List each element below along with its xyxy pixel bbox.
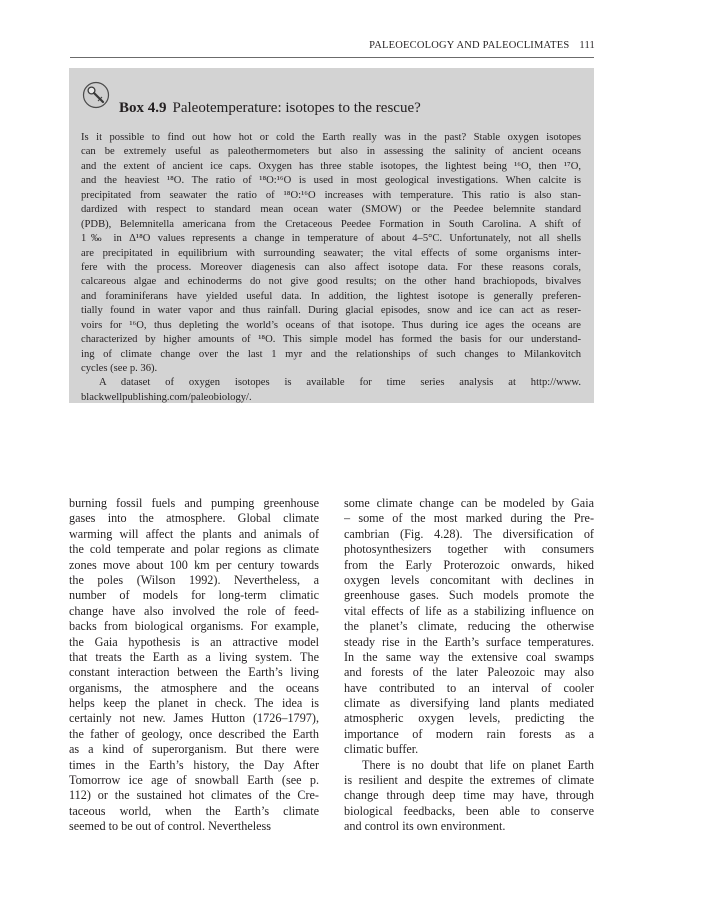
text-line: calcareous algae and echinoderms do not give good results; on the other hand brachiopods, bivalves <box>81 276 581 288</box>
text-line: A dataset of oxygen isotopes is available for time series analysis at http://www. <box>99 377 581 389</box>
text-line: from the Early Proterozoic onwards, hiked <box>344 557 594 572</box>
text-line: that treats the Earth as a living system. The <box>69 649 319 664</box>
box-heading: Paleotemperature: isotopes to the rescue? <box>172 100 421 116</box>
text-line: steady rise in the Earth’s surface temperatures. <box>344 634 594 649</box>
text-line: zones move about 100 km per century towards <box>69 557 319 572</box>
text-line: atmospheric oxygen levels, predicting the <box>344 711 594 726</box>
text-line: precipitated from seawater the ratio of ¹⁸O:¹⁶O increases with temperature. This ratio is also stan- <box>81 189 581 201</box>
text-line: importance of modern rain forests as a <box>344 726 594 741</box>
text-line: as a kind of superorganism. But there were <box>69 742 319 757</box>
text-line: the Gaia hypothesis is an attractive model <box>69 634 319 649</box>
text-line: (PDB), Belemnitella americana from the Cretaceous Peedee Formation in South Carolina. A shift of <box>81 218 581 230</box>
text-line: greenhouse gases. Such models promote the <box>344 588 594 603</box>
text-line: and the extent of ancient ice caps. Oxygen has three stable isotopes, the lightest being ¹⁶O, then ¹⁷O, <box>81 160 581 172</box>
text-line: certainly not new. James Hutton (1726–1797), <box>69 711 319 726</box>
text-line: burning fossil fuels and pumping greenhouse <box>69 496 319 510</box>
text-line: are precipitated in equilibrium with surrounding seawater; the vital effects of some organisms inter- <box>81 247 581 259</box>
text-line: – some of the most marked during the Pre- <box>344 511 594 526</box>
text-line: some climate change can be modeled by Gaia <box>344 496 594 510</box>
thermometer-magnifier-icon <box>82 81 110 109</box>
text-line: constant interaction between the Earth’s living <box>69 665 319 680</box>
text-line: times in the Earth’s history, the Day After <box>69 757 319 772</box>
text-line: number of models for long-term climatic <box>69 588 319 603</box>
text-line: biological feedbacks, been able to conserve <box>344 803 594 818</box>
text-line: cycles (see p. 36). <box>81 363 158 374</box>
text-line: voirs for ¹⁶O, thus depleting the world’s oceans of that isotope. Thus during ice ages the oceans are <box>81 319 581 331</box>
text-line: is resilient and despite the extremes of climate <box>344 773 594 788</box>
text-line: climate as diversifying land plants mediated <box>344 696 594 711</box>
text-line: Tomorrow ice age of snowball Earth (see p. <box>69 773 319 788</box>
text-line: fere with the process. Moreover diagenesis can also affect isotope data. For these reasons corals, <box>81 261 581 273</box>
text-line: climatic buffer. <box>344 742 419 757</box>
text-line: the cold temperate and polar regions as climate <box>69 542 319 557</box>
text-line: change have also involved the role of feed- <box>69 603 319 618</box>
right-column <box>344 496 594 835</box>
running-head <box>369 40 595 51</box>
text-line: taceous world, when the Earth’s climate <box>69 803 319 818</box>
box-body <box>81 131 581 405</box>
text-line: dardized with respect to standard mean ocean water (SMOW) or the Peedee belemnite standard <box>81 204 581 216</box>
text-line: and forests of the later Paleozoic may also <box>344 665 594 680</box>
text-line: characterized by higher amounts of ¹⁸O. This simple model has formed the basis for our understand- <box>81 334 581 346</box>
text-line: blackwellpublishing.com/paleobiology/. <box>81 391 252 403</box>
text-line: the father of geology, once described the Earth <box>69 726 319 741</box>
text-line: There is no doubt that life on planet Earth <box>362 757 594 772</box>
page-number: 111 <box>579 40 595 51</box>
header-rule <box>70 57 594 58</box>
text-line: ing of climate change over the last 1 myr and the relationships of such changes to Milankovitch <box>81 348 581 360</box>
text-line: warming will affect the plants and animals of <box>69 526 319 541</box>
text-line: oxygen levels concomitant with declines in <box>344 572 594 587</box>
text-line: helps keep the planet in check. The idea is <box>69 696 319 711</box>
text-line: vital effects of life as a stabilizing influence on <box>344 603 594 618</box>
text-line: Is it possible to find out how hot or cold the Earth really was in the past? Stable oxygen isotopes <box>81 132 581 143</box>
text-line: photosynthesizers together with consumers <box>344 542 594 557</box>
text-line: organisms, the atmosphere and the oceans <box>69 680 319 695</box>
left-column <box>69 496 319 835</box>
text-line: 1‰ in Δ¹⁸O values represents a change in temperature of about 4–5°C. Unfortunately, not all shells <box>81 233 581 245</box>
text-line: change through deep time may have, through <box>344 788 594 803</box>
box-title <box>119 100 421 117</box>
text-line: the poles (Wilson 1992). Nevertheless, a <box>69 572 319 587</box>
running-title: PALEOECOLOGY AND PALEOCLIMATES <box>369 40 570 51</box>
text-line: and control its own environment. <box>344 819 506 834</box>
text-line: and the heaviest ¹⁸O. The ratio of ¹⁸O:¹⁶O is used in most geological investigations. When calcite is <box>81 175 581 187</box>
text-line: seemed to be out of control. Nevertheless <box>69 819 272 834</box>
text-line: tially found in water vapor and thus rainfall. During glacial episodes, snow and ice can act as reser- <box>81 305 581 317</box>
text-line: cambrian (Fig. 4.28). The diversification of <box>344 526 594 541</box>
text-line: 112) or the sustained hot climates of the Cre- <box>69 788 319 803</box>
text-line: the planet’s climate, reducing the otherwise <box>344 619 594 634</box>
text-line: backs from biological organisms. For example, <box>69 619 319 634</box>
text-line: and foraminiferans have yielded useful data. In addition, the lightest isotope is generally preferen- <box>81 290 581 302</box>
text-line: In the same way the extensive coal swamps <box>344 649 594 664</box>
text-line: can be extremely useful as paleothermometers but also in assessing the salinity of ancient oceans <box>81 146 581 158</box>
text-line: gases into the atmosphere. Global climate <box>69 511 319 526</box>
text-line: have contributed to an interval of cooler <box>344 680 594 695</box>
box-number: Box 4.9 <box>119 100 167 116</box>
